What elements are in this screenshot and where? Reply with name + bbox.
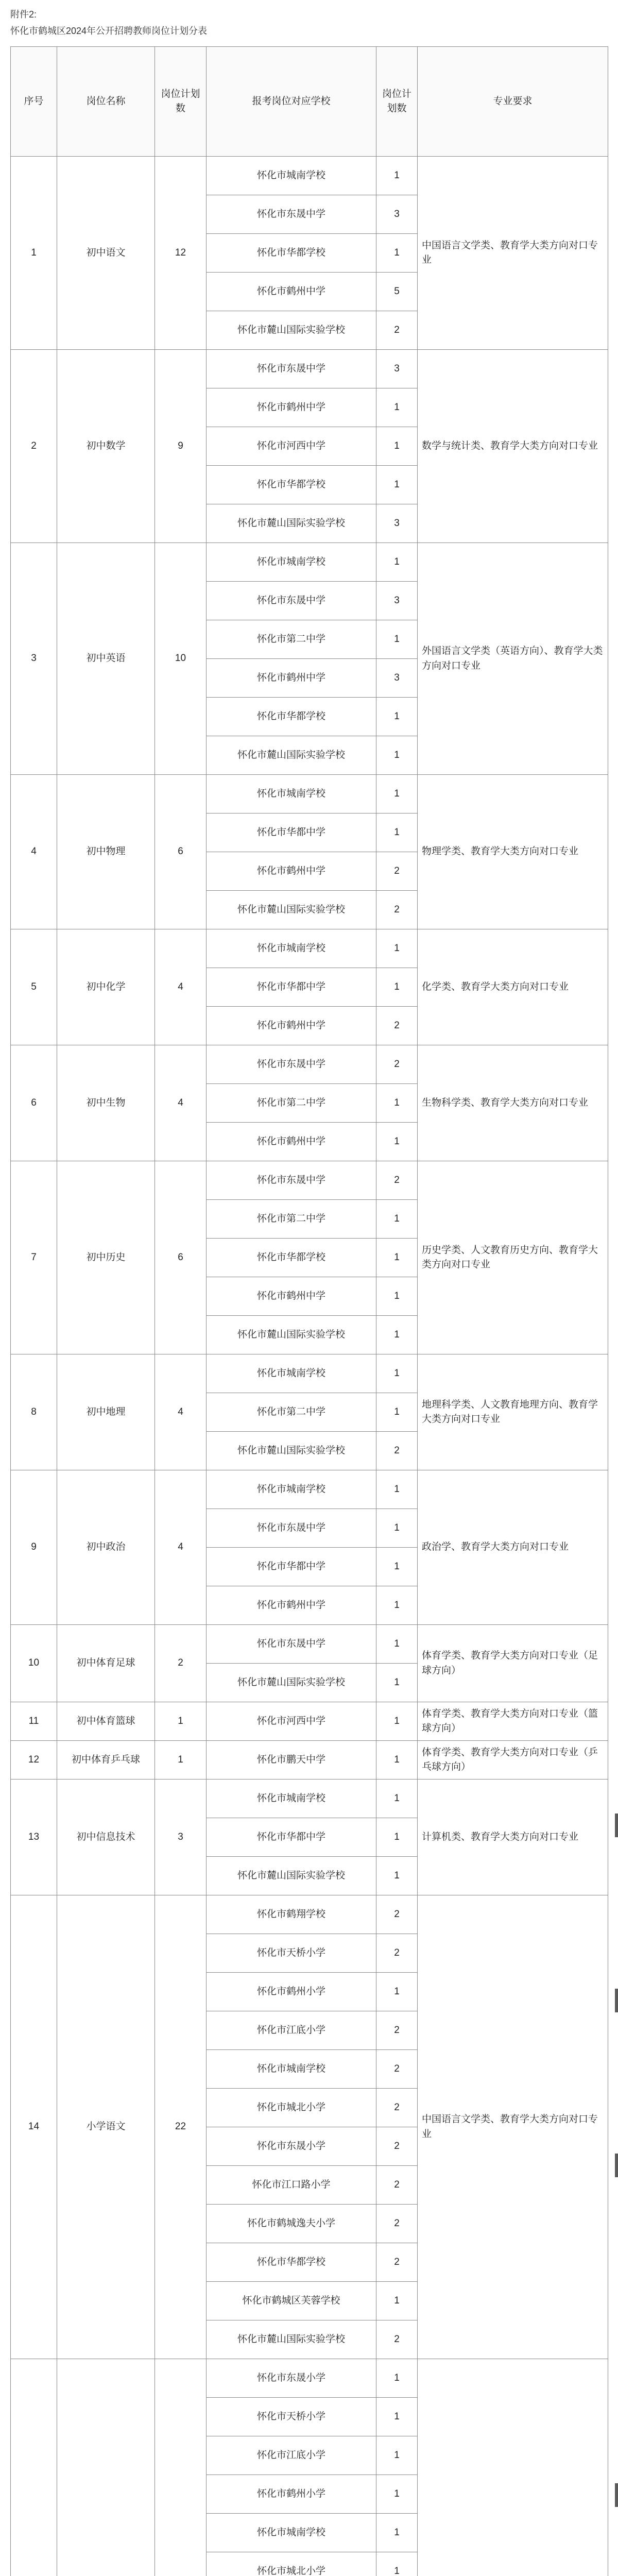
school-cell: 怀化市第二中学: [207, 1393, 376, 1432]
table-row: [11, 1780, 608, 1818]
school-cell: 怀化市鹤城区芙蓉学校: [207, 2282, 376, 2320]
school-count-cell: 1: [376, 427, 418, 466]
post-name-cell: 初中体育足球: [57, 1625, 155, 1702]
school-count-cell: 1: [376, 388, 418, 427]
seq-cell: 13: [11, 1780, 57, 1895]
scroll-marker: [615, 1814, 618, 1837]
seq-cell: 10: [11, 1625, 57, 1702]
school-cell: 怀化市鹏天中学: [207, 1741, 376, 1780]
school-cell: 怀化市东晟中学: [207, 1045, 376, 1084]
school-count-cell: 1: [376, 1277, 418, 1316]
school-count-cell: 1: [376, 698, 418, 736]
school-count-cell: 3: [376, 659, 418, 698]
school-count-cell: 2: [376, 1934, 418, 1973]
seq-cell: 1: [11, 157, 57, 350]
post-name-cell: 初中化学: [57, 929, 155, 1045]
table-row: [11, 1741, 608, 1780]
post-name-cell: 初中体育乒乓球: [57, 1741, 155, 1780]
major-cell: 地理科学类、人文教育地理方向、教育学大类方向对口专业: [418, 1354, 608, 1470]
school-count-cell: 3: [376, 195, 418, 234]
post-count-cell: 6: [155, 775, 207, 929]
school-count-cell: 2: [376, 2205, 418, 2243]
school-count-cell: 1: [376, 775, 418, 814]
header-school: 报考岗位对应学校: [207, 47, 376, 157]
school-count-cell: 1: [376, 1973, 418, 2011]
table-row: [11, 1045, 608, 1084]
scroll-marker: [615, 2154, 618, 2177]
school-cell: 怀化市华都学校: [207, 698, 376, 736]
school-count-cell: 1: [376, 1084, 418, 1123]
school-cell: 怀化市城南学校: [207, 1354, 376, 1393]
school-cell: 怀化市鹤州中学: [207, 852, 376, 891]
attachment-label: 附件2:: [10, 9, 37, 20]
school-cell: 怀化市鹤州中学: [207, 1123, 376, 1161]
school-cell: 怀化市天桥小学: [207, 1934, 376, 1973]
major-cell: 体育学类、教育学大类方向对口专业（篮球方向）: [418, 1702, 608, 1741]
school-cell: 怀化市第二中学: [207, 1200, 376, 1239]
school-cell: 怀化市东晟中学: [207, 350, 376, 388]
school-count-cell: 1: [376, 1354, 418, 1393]
table-header-row: [11, 47, 608, 157]
school-count-cell: 1: [376, 2475, 418, 2514]
school-cell: 怀化市麓山国际实验学校: [207, 2320, 376, 2359]
school-cell: 怀化市城北小学: [207, 2552, 376, 2576]
school-cell: 怀化市鹤城逸夫小学: [207, 2205, 376, 2243]
school-count-cell: 1: [376, 1509, 418, 1548]
table-row: [11, 1702, 608, 1741]
post-name-cell: 初中英语: [57, 543, 155, 775]
school-count-cell: 2: [376, 1161, 418, 1200]
post-count-cell: 2: [155, 1625, 207, 1702]
table-row: [11, 1354, 608, 1393]
school-cell: 怀化市华都学校: [207, 2243, 376, 2282]
post-name-cell: 初中政治: [57, 1470, 155, 1625]
post-count-cell: 9: [155, 350, 207, 543]
school-cell: 怀化市鹤州小学: [207, 2475, 376, 2514]
school-count-cell: 1: [376, 1316, 418, 1354]
school-cell: 怀化市华都学校: [207, 1239, 376, 1277]
school-cell: 怀化市麓山国际实验学校: [207, 1316, 376, 1354]
school-cell: 怀化市麓山国际实验学校: [207, 891, 376, 929]
school-count-cell: 1: [376, 814, 418, 852]
major-cell: 计算机类、教育学大类方向对口专业: [418, 1780, 608, 1895]
header-seq: 序号: [11, 47, 57, 157]
school-cell: 怀化市江底小学: [207, 2436, 376, 2475]
school-cell: 怀化市东晟中学: [207, 1625, 376, 1664]
major-cell: 外国语言文学类（英语方向）、教育学大类方向对口专业: [418, 543, 608, 775]
school-cell: 怀化市华都中学: [207, 968, 376, 1007]
school-count-cell: 1: [376, 2552, 418, 2576]
school-count-cell: 2: [376, 1045, 418, 1084]
scroll-marker: [615, 2483, 618, 2507]
school-count-cell: 1: [376, 1586, 418, 1625]
school-count-cell: 1: [376, 1393, 418, 1432]
school-count-cell: 1: [376, 1625, 418, 1664]
school-cell: 怀化市城南学校: [207, 543, 376, 582]
post-count-cell: 3: [155, 1780, 207, 1895]
post-count-cell: 1: [155, 1741, 207, 1780]
post-count-cell: 22: [155, 1895, 207, 2359]
school-cell: 怀化市东晟小学: [207, 2127, 376, 2166]
school-count-cell: 1: [376, 157, 418, 195]
school-count-cell: 1: [376, 736, 418, 775]
school-count-cell: 5: [376, 273, 418, 311]
school-cell: 怀化市城南学校: [207, 1780, 376, 1818]
school-cell: 怀化市第二中学: [207, 620, 376, 659]
school-cell: 怀化市鹤州中学: [207, 1007, 376, 1045]
school-cell: 怀化市城南学校: [207, 929, 376, 968]
post-name-cell: 初中体育篮球: [57, 1702, 155, 1741]
school-count-cell: 2: [376, 852, 418, 891]
school-cell: 怀化市东晟小学: [207, 2359, 376, 2398]
school-cell: 怀化市城南学校: [207, 775, 376, 814]
seq-cell: [11, 2359, 57, 2576]
school-count-cell: 1: [376, 2359, 418, 2398]
school-count-cell: 1: [376, 1239, 418, 1277]
post-count-cell: 10: [155, 543, 207, 775]
school-cell: 怀化市麓山国际实验学校: [207, 311, 376, 350]
school-count-cell: 2: [376, 1007, 418, 1045]
school-count-cell: 1: [376, 1548, 418, 1586]
school-count-cell: 1: [376, 2514, 418, 2552]
school-cell: 怀化市第二中学: [207, 1084, 376, 1123]
post-count-cell: [155, 2359, 207, 2576]
school-cell: 怀化市麓山国际实验学校: [207, 736, 376, 775]
school-cell: 怀化市麓山国际实验学校: [207, 1857, 376, 1895]
school-count-cell: 1: [376, 620, 418, 659]
school-cell: 怀化市城南学校: [207, 2514, 376, 2552]
school-count-cell: 3: [376, 350, 418, 388]
school-cell: 怀化市河西中学: [207, 427, 376, 466]
major-cell: 政治学、教育学大类方向对口专业: [418, 1470, 608, 1625]
major-cell: 数学与统计类、教育学大类方向对口专业: [418, 350, 608, 543]
school-cell: 怀化市华都中学: [207, 814, 376, 852]
school-cell: 怀化市麓山国际实验学校: [207, 1664, 376, 1702]
school-cell: 怀化市江口路小学: [207, 2166, 376, 2205]
post-name-cell: [57, 2359, 155, 2576]
school-count-cell: 1: [376, 1664, 418, 1702]
major-cell: 体育学类、教育学大类方向对口专业（乒乓球方向）: [418, 1741, 608, 1780]
school-count-cell: 1: [376, 1780, 418, 1818]
school-count-cell: 1: [376, 1818, 418, 1857]
school-cell: 怀化市城南学校: [207, 157, 376, 195]
school-cell: 怀化市天桥小学: [207, 2398, 376, 2436]
post-name-cell: 初中信息技术: [57, 1780, 155, 1895]
school-cell: 怀化市麓山国际实验学校: [207, 504, 376, 543]
school-cell: 怀化市麓山国际实验学校: [207, 1432, 376, 1470]
school-count-cell: 2: [376, 2243, 418, 2282]
recruitment-plan-table: [10, 46, 608, 2576]
scroll-marker: [615, 1989, 618, 2012]
seq-cell: 8: [11, 1354, 57, 1470]
major-cell: 物理学类、教育学大类方向对口专业: [418, 775, 608, 929]
seq-cell: 11: [11, 1702, 57, 1741]
school-cell: 怀化市东晟中学: [207, 582, 376, 620]
table-row: [11, 543, 608, 582]
major-cell: 化学类、教育学大类方向对口专业: [418, 929, 608, 1045]
header-post: 岗位名称: [57, 47, 155, 157]
major-cell: 生物科学类、教育学大类方向对口专业: [418, 1045, 608, 1161]
school-cell: 怀化市鹤州中学: [207, 659, 376, 698]
table-row: [11, 775, 608, 814]
major-cell: [418, 2359, 608, 2576]
school-count-cell: 2: [376, 2127, 418, 2166]
post-count-cell: 1: [155, 1702, 207, 1741]
school-cell: 怀化市华都中学: [207, 1548, 376, 1586]
major-cell: 中国语言文学类、教育学大类方向对口专业: [418, 157, 608, 350]
school-count-cell: 1: [376, 2282, 418, 2320]
post-count-cell: 4: [155, 1045, 207, 1161]
table-row: [11, 157, 608, 195]
school-cell: 怀化市华都学校: [207, 234, 376, 273]
school-cell: 怀化市河西中学: [207, 1702, 376, 1741]
seq-cell: 14: [11, 1895, 57, 2359]
seq-cell: 2: [11, 350, 57, 543]
post-name-cell: 初中生物: [57, 1045, 155, 1161]
post-count-cell: 12: [155, 157, 207, 350]
school-count-cell: 2: [376, 2166, 418, 2205]
school-count-cell: 1: [376, 2436, 418, 2475]
post-name-cell: 初中物理: [57, 775, 155, 929]
school-count-cell: 1: [376, 1741, 418, 1780]
header-post-count: 岗位计划数: [155, 47, 207, 157]
header-major: 专业要求: [418, 47, 608, 157]
school-count-cell: 1: [376, 929, 418, 968]
post-count-cell: 4: [155, 1354, 207, 1470]
school-count-cell: 2: [376, 2011, 418, 2050]
school-cell: 怀化市华都中学: [207, 1818, 376, 1857]
school-cell: 怀化市江底小学: [207, 2011, 376, 2050]
school-count-cell: 2: [376, 2050, 418, 2089]
post-count-cell: 4: [155, 1470, 207, 1625]
school-cell: 怀化市城北小学: [207, 2089, 376, 2127]
school-cell: 怀化市鹤州小学: [207, 1973, 376, 2011]
table-row: [11, 1161, 608, 1200]
school-count-cell: 1: [376, 1470, 418, 1509]
school-count-cell: 1: [376, 234, 418, 273]
seq-cell: 6: [11, 1045, 57, 1161]
table-row: [11, 350, 608, 388]
school-count-cell: 3: [376, 582, 418, 620]
table-row: [11, 929, 608, 968]
seq-cell: 7: [11, 1161, 57, 1354]
school-count-cell: 1: [376, 543, 418, 582]
seq-cell: 4: [11, 775, 57, 929]
post-name-cell: 小学语文: [57, 1895, 155, 2359]
table-row: [11, 1470, 608, 1509]
school-cell: 怀化市鹤州中学: [207, 1586, 376, 1625]
school-count-cell: 2: [376, 1895, 418, 1934]
school-cell: 怀化市鹤州中学: [207, 388, 376, 427]
post-name-cell: 初中语文: [57, 157, 155, 350]
post-name-cell: 初中地理: [57, 1354, 155, 1470]
school-cell: 怀化市华都学校: [207, 466, 376, 504]
post-count-cell: 6: [155, 1161, 207, 1354]
school-count-cell: 1: [376, 466, 418, 504]
seq-cell: 5: [11, 929, 57, 1045]
header-school-count: 岗位计划数: [376, 47, 418, 157]
post-count-cell: 4: [155, 929, 207, 1045]
school-count-cell: 1: [376, 1857, 418, 1895]
post-name-cell: 初中历史: [57, 1161, 155, 1354]
school-cell: 怀化市城南学校: [207, 2050, 376, 2089]
school-count-cell: 1: [376, 2398, 418, 2436]
school-cell: 怀化市东晟中学: [207, 195, 376, 234]
school-cell: 怀化市城南学校: [207, 1470, 376, 1509]
school-count-cell: 3: [376, 504, 418, 543]
school-count-cell: 2: [376, 311, 418, 350]
major-cell: 历史学类、人文教育历史方向、教育学大类方向对口专业: [418, 1161, 608, 1354]
seq-cell: 12: [11, 1741, 57, 1780]
major-cell: 体育学类、教育学大类方向对口专业（足球方向）: [418, 1625, 608, 1702]
school-cell: 怀化市鹤州中学: [207, 273, 376, 311]
school-count-cell: 2: [376, 1432, 418, 1470]
table-row: [11, 1625, 608, 1664]
school-cell: 怀化市鹤翔学校: [207, 1895, 376, 1934]
seq-cell: 9: [11, 1470, 57, 1625]
seq-cell: 3: [11, 543, 57, 775]
school-cell: 怀化市东晟中学: [207, 1509, 376, 1548]
school-count-cell: 2: [376, 891, 418, 929]
school-count-cell: 2: [376, 2320, 418, 2359]
major-cell: 中国语言文学类、教育学大类方向对口专业: [418, 1895, 608, 2359]
table-row: [11, 2359, 608, 2398]
school-count-cell: 2: [376, 2089, 418, 2127]
post-name-cell: 初中数学: [57, 350, 155, 543]
school-count-cell: 1: [376, 1200, 418, 1239]
school-count-cell: 1: [376, 968, 418, 1007]
table-row: [11, 1895, 608, 1934]
school-count-cell: 1: [376, 1123, 418, 1161]
school-count-cell: 1: [376, 1702, 418, 1741]
school-cell: 怀化市东晟中学: [207, 1161, 376, 1200]
school-cell: 怀化市鹤州中学: [207, 1277, 376, 1316]
document-title: 怀化市鹤城区2024年公开招聘教师岗位计划分表: [10, 26, 208, 36]
